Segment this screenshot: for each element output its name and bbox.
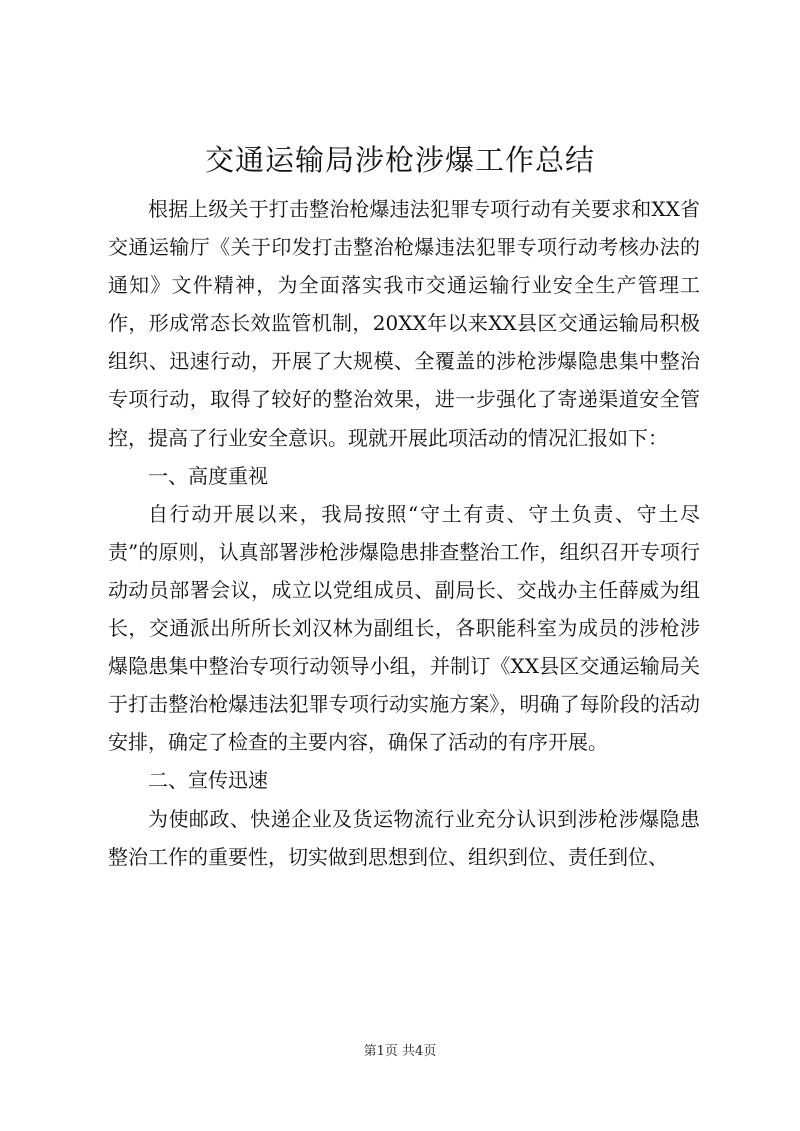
section-heading-2: 二、宣传迅速: [148, 768, 268, 793]
page-number-footer: 第1页 共4页: [363, 1044, 437, 1059]
section-paragraph-1: 自行动开展以来，我局按照“守土有责、守土负责、守土尽责”的原则，认真部署涉枪涉爆隐患排查整治工作，组织召开专项行动动员部署会议，成立以党组成员、副局长、交战办主任薛威为组长，交通派出所所长刘汉林为副组长，各职能科室为成员的涉枪涉爆隐患集中整治专项行动领导小组，并制订《XX县区交通运输局关于打击整治枪爆违法犯罪专项行动实施方案》，明确了每阶段的活动安排，确定了检查的主要内容，确保了活动的有序开展。: [108, 501, 700, 755]
document-title: 交通运输局涉枪涉爆工作总结: [204, 143, 595, 177]
section-heading-1: 一、高度重视: [148, 463, 268, 488]
section-paragraph-2: 为使邮政、快递企业及货运物流行业充分认识到涉枪涉爆隐患整治工作的重要性，切实做到思想到位、组织到位、责任到位、: [108, 806, 700, 869]
document-body: [108, 190, 700, 876]
intro-paragraph: 根据上级关于打击整治枪爆违法犯罪专项行动有关要求和XX省交通运输厅《关于印发打击整治枪爆违法犯罪专项行动考核办法的通知》文件精神，为全面落实我市交通运输行业安全生产管理工作，形成常态长效监管机制，20XX年以来XX县区交通运输局积极组织、迅速行动，开展了大规模、全覆盖的涉枪涉爆隐患集中整治专项行动，取得了较好的整治效果，进一步强化了寄递渠道安全管控，提高了行业安全意识。现就开展此项活动的情况汇报如下：: [108, 197, 700, 450]
